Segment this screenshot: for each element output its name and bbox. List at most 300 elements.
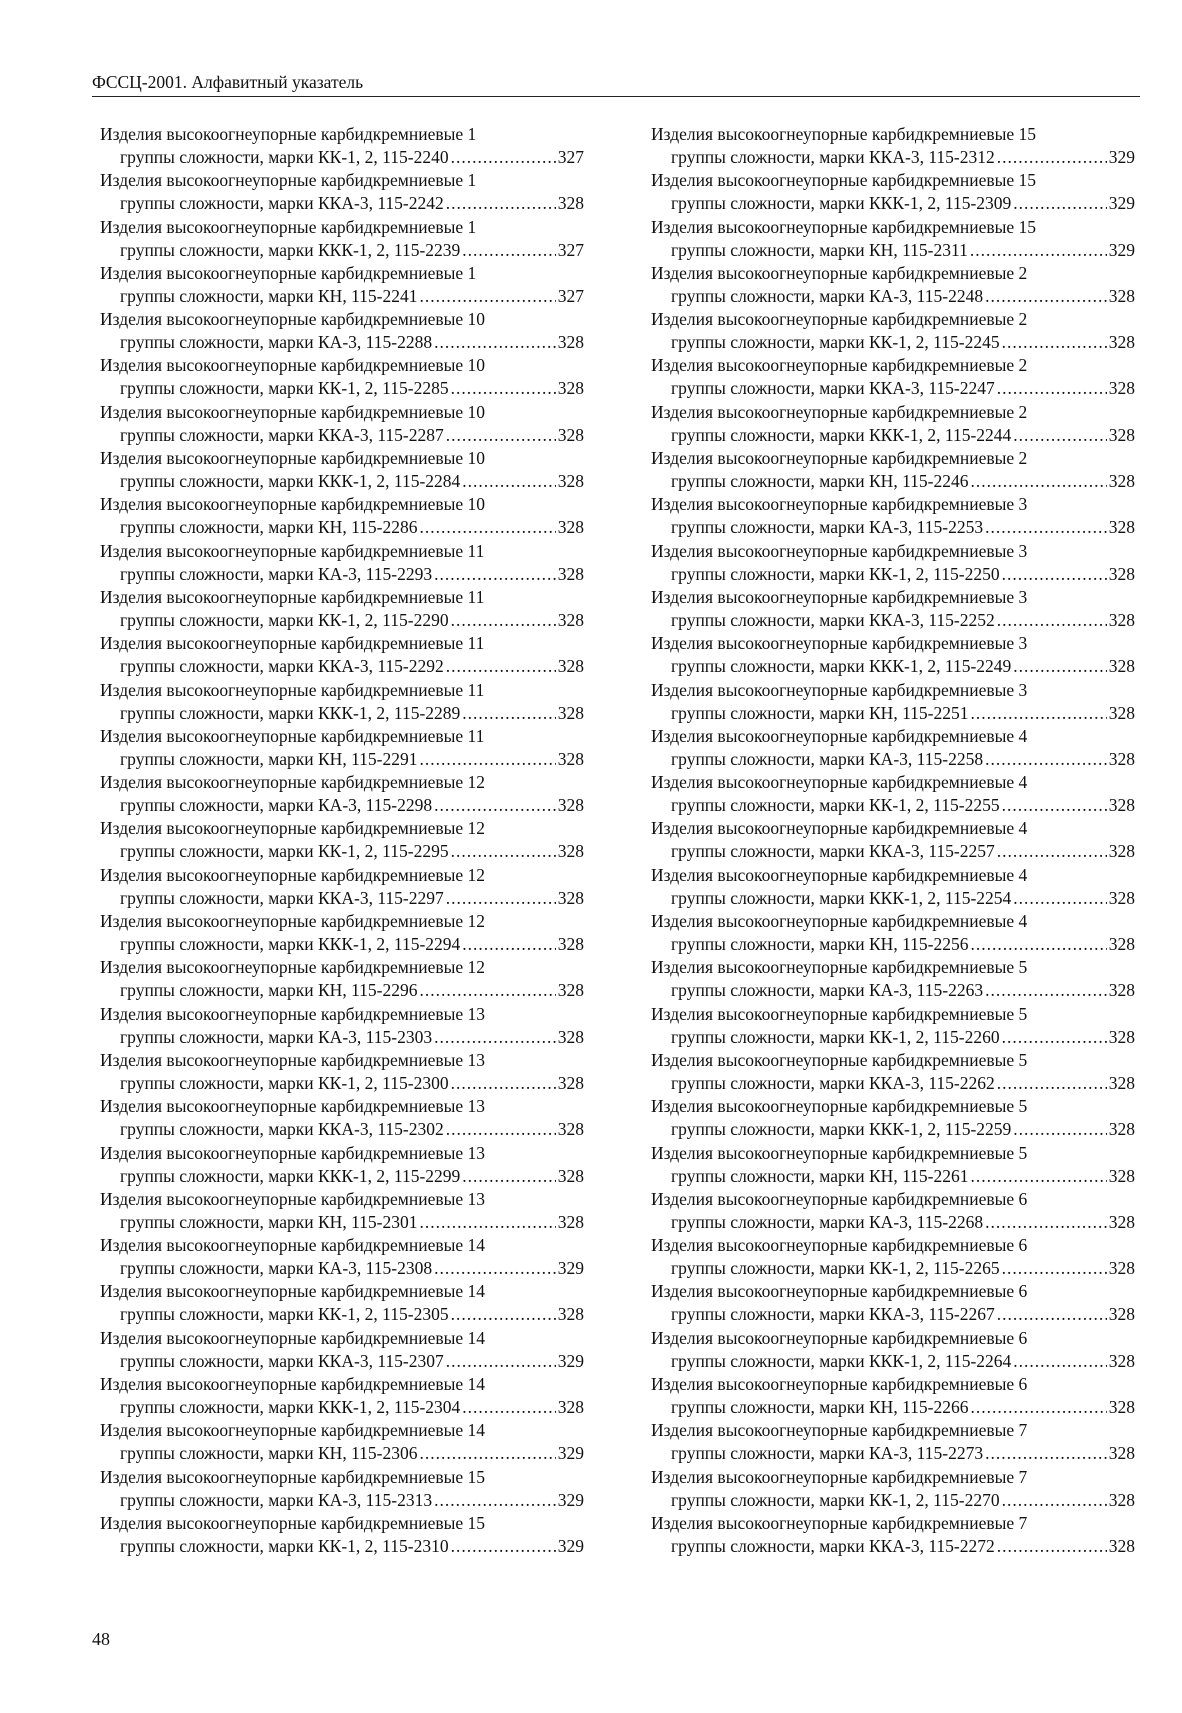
entry-page-number: 328 xyxy=(1108,609,1135,630)
entry-subtitle: группы сложности, марки КА-3, 115-2253 xyxy=(671,517,984,538)
index-entry xyxy=(651,540,1135,586)
entry-subtitle: группы сложности, марки ККА-3, 115-2312 xyxy=(671,147,995,167)
index-entry xyxy=(100,308,584,354)
entry-page-number: 328 xyxy=(1108,1304,1135,1325)
entry-subtitle: группы сложности, марки КК-1, 2, 115-2290 xyxy=(120,609,449,630)
entry-page-number: 328 xyxy=(1108,1119,1135,1140)
entry-page-number: 329 xyxy=(1108,147,1135,167)
entry-page-number: 328 xyxy=(1108,980,1135,1001)
index-entry xyxy=(100,1234,584,1280)
entry-page-number: 328 xyxy=(557,748,584,769)
entry-subtitle-line xyxy=(651,748,1135,771)
entry-subtitle: группы сложности, марки КА-3, 115-2303 xyxy=(120,1026,433,1047)
entry-title: Изделия высокоогнеупорные карбидкремниевые 4 xyxy=(651,818,1028,839)
entry-subtitle: группы сложности, марки ККА-3, 115-2252 xyxy=(671,609,995,630)
entry-subtitle-line xyxy=(100,887,584,910)
entry-subtitle-line xyxy=(100,1165,584,1188)
index-entry xyxy=(100,956,584,1002)
entry-subtitle: группы сложности, марки ККА-3, 115-2292 xyxy=(120,656,444,677)
entry-subtitle-line xyxy=(651,563,1135,586)
dot-leader xyxy=(451,840,556,863)
entry-page-number: 328 xyxy=(1108,1397,1135,1418)
entry-page-number: 328 xyxy=(1108,656,1135,677)
index-entry xyxy=(100,1095,584,1141)
entry-subtitle: группы сложности, марки КК-1, 2, 115-2240 xyxy=(120,147,449,167)
dot-leader xyxy=(446,887,556,910)
entry-page-number: 328 xyxy=(1108,934,1135,955)
entry-title: Изделия высокоогнеупорные карбидкремниевые 13 xyxy=(100,1096,486,1117)
entry-page-number: 328 xyxy=(1108,1489,1135,1510)
entry-title: Изделия высокоогнеупорные карбидкремниевые 1 xyxy=(100,262,477,283)
index-entry xyxy=(651,817,1135,863)
entry-page-number: 328 xyxy=(557,332,584,353)
index-column-left xyxy=(100,123,584,1558)
entry-subtitle-line xyxy=(100,609,584,632)
entry-page-number: 328 xyxy=(557,1119,584,1140)
entry-subtitle-line xyxy=(651,146,1135,169)
dot-leader xyxy=(434,1026,556,1049)
index-entry xyxy=(100,262,584,308)
entry-title: Изделия высокоогнеупорные карбидкремниевые 2 xyxy=(651,401,1028,422)
index-entry xyxy=(651,1466,1135,1512)
entry-page-number: 328 xyxy=(557,841,584,862)
entry-page-number: 328 xyxy=(1108,1535,1135,1556)
dot-leader xyxy=(1013,192,1106,215)
dot-leader xyxy=(971,933,1107,956)
dot-leader xyxy=(997,146,1107,169)
entry-subtitle-line xyxy=(651,933,1135,956)
entry-subtitle: группы сложности, марки КН, 115-2266 xyxy=(671,1397,969,1418)
dot-leader xyxy=(462,933,555,956)
index-entry xyxy=(651,1188,1135,1234)
index-entry xyxy=(100,1049,584,1095)
entry-subtitle-line xyxy=(100,1072,584,1095)
entry-subtitle: группы сложности, марки ККК-1, 2, 115-2299 xyxy=(120,1165,461,1186)
index-entry xyxy=(651,1512,1135,1558)
entry-title: Изделия высокоогнеупорные карбидкремниевые 15 xyxy=(100,1466,486,1487)
entry-subtitle-line xyxy=(100,1489,584,1512)
entry-page-number: 329 xyxy=(557,1258,584,1279)
entry-subtitle: группы сложности, марки КК-1, 2, 115-2295 xyxy=(120,841,449,862)
index-entry xyxy=(651,308,1135,354)
entry-subtitle-line xyxy=(100,840,584,863)
entry-subtitle-line xyxy=(651,1165,1135,1188)
entry-subtitle: группы сложности, марки КА-3, 115-2273 xyxy=(671,1443,984,1464)
index-entry xyxy=(100,910,584,956)
entry-subtitle: группы сложности, марки КА-3, 115-2308 xyxy=(120,1258,433,1279)
dot-leader xyxy=(1002,563,1107,586)
dot-leader xyxy=(434,1257,556,1280)
entry-subtitle: группы сложности, марки ККК-1, 2, 115-2249 xyxy=(671,656,1012,677)
entry-subtitle-line xyxy=(100,192,584,215)
entry-page-number: 328 xyxy=(557,609,584,630)
entry-subtitle-line xyxy=(651,192,1135,215)
entry-title: Изделия высокоогнеупорные карбидкремниевые 3 xyxy=(651,586,1028,607)
entry-subtitle: группы сложности, марки ККК-1, 2, 115-2309 xyxy=(671,193,1012,214)
dot-leader xyxy=(420,748,556,771)
entry-page-number: 328 xyxy=(1108,285,1135,306)
entry-subtitle: группы сложности, марки КК-1, 2, 115-2260 xyxy=(671,1026,1000,1047)
index-entry xyxy=(651,262,1135,308)
entry-title: Изделия высокоогнеупорные карбидкремниевые 3 xyxy=(651,679,1028,700)
entry-subtitle-line xyxy=(651,1211,1135,1234)
entry-title: Изделия высокоогнеупорные карбидкремниевые 6 xyxy=(651,1281,1028,1302)
index-entry xyxy=(651,1234,1135,1280)
index-entry xyxy=(651,1003,1135,1049)
dot-leader xyxy=(1002,1026,1107,1049)
entry-title: Изделия высокоогнеупорные карбидкремниевые 4 xyxy=(651,725,1028,746)
entry-page-number: 328 xyxy=(557,378,584,399)
dot-leader xyxy=(434,794,556,817)
entry-subtitle: группы сложности, марки КН, 115-2246 xyxy=(671,471,969,492)
index-entry xyxy=(100,1373,584,1419)
entry-title: Изделия высокоогнеупорные карбидкремниевые 3 xyxy=(651,633,1028,654)
entry-subtitle-line xyxy=(651,331,1135,354)
entry-subtitle-line xyxy=(100,1026,584,1049)
index-entry xyxy=(651,123,1135,169)
entry-title: Изделия высокоогнеупорные карбидкремниевые 12 xyxy=(100,864,486,885)
entry-subtitle: группы сложности, марки ККА-3, 115-2297 xyxy=(120,887,444,908)
entry-page-number: 328 xyxy=(557,934,584,955)
entry-subtitle-line xyxy=(651,424,1135,447)
entry-subtitle: группы сложности, марки КА-3, 115-2263 xyxy=(671,980,984,1001)
dot-leader xyxy=(462,1396,555,1419)
dot-leader xyxy=(434,1489,556,1512)
page-number: 48 xyxy=(92,1629,110,1649)
dot-leader xyxy=(1013,655,1106,678)
entry-subtitle-line xyxy=(651,609,1135,632)
entry-subtitle: группы сложности, марки ККА-3, 115-2247 xyxy=(671,378,995,399)
dot-leader xyxy=(997,1072,1107,1095)
entry-subtitle: группы сложности, марки КН, 115-2256 xyxy=(671,934,969,955)
entry-subtitle: группы сложности, марки ККК-1, 2, 115-2244 xyxy=(671,424,1012,445)
entry-subtitle-line xyxy=(100,702,584,725)
dot-leader xyxy=(997,840,1107,863)
entry-subtitle-line xyxy=(100,748,584,771)
dot-leader xyxy=(451,1303,556,1326)
dot-leader xyxy=(446,1350,556,1373)
entry-subtitle: группы сложности, марки КА-3, 115-2258 xyxy=(671,748,984,769)
dot-leader xyxy=(446,655,556,678)
entry-subtitle: группы сложности, марки КН, 115-2291 xyxy=(120,748,418,769)
entry-subtitle-line xyxy=(100,146,584,169)
entry-subtitle-line xyxy=(100,331,584,354)
index-entry xyxy=(651,1049,1135,1095)
entry-title: Изделия высокоогнеупорные карбидкремниевые 12 xyxy=(100,772,486,793)
dot-leader xyxy=(451,609,556,632)
entry-subtitle-line xyxy=(100,1118,584,1141)
entry-subtitle: группы сложности, марки КК-1, 2, 115-2255 xyxy=(671,795,1000,816)
entry-title: Изделия высокоогнеупорные карбидкремниевые 12 xyxy=(100,911,486,932)
entry-title: Изделия высокоогнеупорные карбидкремниевые 5 xyxy=(651,1003,1028,1024)
entry-subtitle-line xyxy=(100,239,584,262)
entry-subtitle: группы сложности, марки КН, 115-2296 xyxy=(120,980,418,1001)
entry-page-number: 328 xyxy=(1108,332,1135,353)
entry-title: Изделия высокоогнеупорные карбидкремниевые 2 xyxy=(651,262,1028,283)
entry-page-number: 327 xyxy=(557,285,584,306)
dot-leader xyxy=(451,146,556,169)
entry-subtitle-line xyxy=(100,1396,584,1419)
entry-title: Изделия высокоогнеупорные карбидкремниевые 10 xyxy=(100,448,486,469)
entry-subtitle: группы сложности, марки ККК-1, 2, 115-2289 xyxy=(120,702,461,723)
dot-leader xyxy=(462,239,555,262)
entry-title: Изделия высокоогнеупорные карбидкремниевые 11 xyxy=(100,679,485,700)
entry-page-number: 328 xyxy=(1108,471,1135,492)
entry-page-number: 329 xyxy=(557,1535,584,1556)
entry-title: Изделия высокоогнеупорные карбидкремниевые 6 xyxy=(651,1374,1028,1395)
entry-subtitle-line xyxy=(100,516,584,539)
dot-leader xyxy=(997,1303,1107,1326)
entry-subtitle-line xyxy=(100,1257,584,1280)
dot-leader xyxy=(462,470,555,493)
dot-leader xyxy=(420,1442,556,1465)
entry-subtitle: группы сложности, марки ККА-3, 115-2307 xyxy=(120,1350,444,1371)
dot-leader xyxy=(462,1165,555,1188)
dot-leader xyxy=(985,285,1107,308)
dot-leader xyxy=(1013,1118,1106,1141)
dot-leader xyxy=(451,1535,556,1558)
index-entry xyxy=(651,1280,1135,1326)
entry-subtitle: группы сложности, марки ККК-1, 2, 115-2284 xyxy=(120,471,461,492)
entry-subtitle: группы сложности, марки КК-1, 2, 115-2305 xyxy=(120,1304,449,1325)
index-entry xyxy=(651,169,1135,215)
entry-subtitle-line xyxy=(651,285,1135,308)
dot-leader xyxy=(1013,424,1106,447)
entry-page-number: 329 xyxy=(557,1489,584,1510)
index-entry xyxy=(100,679,584,725)
entry-subtitle: группы сложности, марки КА-3, 115-2313 xyxy=(120,1489,433,1510)
entry-title: Изделия высокоогнеупорные карбидкремниевые 14 xyxy=(100,1374,486,1395)
dot-leader xyxy=(985,979,1107,1002)
entry-subtitle-line xyxy=(651,1442,1135,1465)
entry-title: Изделия высокоогнеупорные карбидкремниевые 14 xyxy=(100,1281,486,1302)
entry-subtitle: группы сложности, марки ККК-1, 2, 115-2304 xyxy=(120,1397,461,1418)
entry-subtitle: группы сложности, марки ККА-3, 115-2272 xyxy=(671,1535,995,1556)
entry-page-number: 328 xyxy=(557,1165,584,1186)
entry-title: Изделия высокоогнеупорные карбидкремниевые 5 xyxy=(651,1142,1028,1163)
dot-leader xyxy=(446,424,556,447)
entry-subtitle-line xyxy=(651,840,1135,863)
page-header xyxy=(92,70,1140,97)
index-entry xyxy=(651,725,1135,771)
entry-subtitle: группы сложности, марки КК-1, 2, 115-2245 xyxy=(671,332,1000,353)
entry-title: Изделия высокоогнеупорные карбидкремниевые 11 xyxy=(100,725,485,746)
entry-subtitle-line xyxy=(651,516,1135,539)
entry-page-number: 329 xyxy=(557,1443,584,1464)
entry-subtitle-line xyxy=(100,1535,584,1558)
entry-title: Изделия высокоогнеупорные карбидкремниевые 4 xyxy=(651,864,1028,885)
entry-page-number: 327 xyxy=(557,239,584,260)
entry-page-number: 328 xyxy=(557,517,584,538)
entry-subtitle-line xyxy=(651,470,1135,493)
entry-title: Изделия высокоогнеупорные карбидкремниевые 4 xyxy=(651,772,1028,793)
entry-title: Изделия высокоогнеупорные карбидкремниевые 5 xyxy=(651,1096,1028,1117)
index-entry xyxy=(100,1512,584,1558)
index-entry xyxy=(651,1095,1135,1141)
entry-subtitle: группы сложности, марки КА-3, 115-2248 xyxy=(671,285,984,306)
entry-subtitle: группы сложности, марки ККК-1, 2, 115-2264 xyxy=(671,1350,1012,1371)
index-entry xyxy=(100,632,584,678)
entry-subtitle-line xyxy=(100,794,584,817)
entry-title: Изделия высокоогнеупорные карбидкремниевые 3 xyxy=(651,540,1028,561)
entry-title: Изделия высокоогнеупорные карбидкремниевые 10 xyxy=(100,309,486,330)
entry-subtitle: группы сложности, марки КК-1, 2, 115-2265 xyxy=(671,1258,1000,1279)
entry-page-number: 328 xyxy=(1108,378,1135,399)
entry-title: Изделия высокоогнеупорные карбидкремниевые 6 xyxy=(651,1188,1028,1209)
index-entry xyxy=(651,771,1135,817)
dot-leader xyxy=(971,702,1107,725)
entry-subtitle: группы сложности, марки КН, 115-2311 xyxy=(671,239,968,260)
entry-subtitle-line xyxy=(100,979,584,1002)
index-entry xyxy=(100,1280,584,1326)
entry-subtitle: группы сложности, марки КН, 115-2251 xyxy=(671,702,969,723)
entry-subtitle: группы сложности, марки ККА-3, 115-2267 xyxy=(671,1304,995,1325)
entry-subtitle-line xyxy=(651,239,1135,262)
entry-page-number: 328 xyxy=(1108,1443,1135,1464)
dot-leader xyxy=(1002,1257,1107,1280)
entry-page-number: 328 xyxy=(557,1397,584,1418)
entry-page-number: 328 xyxy=(1108,748,1135,769)
entry-page-number: 328 xyxy=(557,563,584,584)
header-title: ФССЦ-2001. Алфавитный указатель xyxy=(92,72,364,92)
entry-page-number: 328 xyxy=(1108,841,1135,862)
entry-subtitle-line xyxy=(651,1303,1135,1326)
entry-subtitle-line xyxy=(651,1489,1135,1512)
dot-leader xyxy=(462,702,555,725)
entry-page-number: 328 xyxy=(1108,1211,1135,1232)
entry-subtitle-line xyxy=(651,702,1135,725)
index-entry xyxy=(651,956,1135,1002)
index-entry xyxy=(100,1188,584,1234)
entry-title: Изделия высокоогнеупорные карбидкремниевые 1 xyxy=(100,170,477,191)
entry-subtitle: группы сложности, марки КА-3, 115-2288 xyxy=(120,332,433,353)
dot-leader xyxy=(985,1442,1107,1465)
dot-leader xyxy=(971,1396,1107,1419)
entry-page-number: 329 xyxy=(557,1350,584,1371)
index-entry xyxy=(651,1327,1135,1373)
index-entry xyxy=(100,401,584,447)
entry-title: Изделия высокоогнеупорные карбидкремниевые 7 xyxy=(651,1466,1028,1487)
entry-page-number: 328 xyxy=(1108,517,1135,538)
entry-title: Изделия высокоогнеупорные карбидкремниевые 11 xyxy=(100,540,485,561)
dot-leader xyxy=(997,609,1107,632)
entry-title: Изделия высокоогнеупорные карбидкремниевые 1 xyxy=(100,216,477,237)
entry-title: Изделия высокоогнеупорные карбидкремниевые 11 xyxy=(100,586,485,607)
entry-subtitle-line xyxy=(651,1072,1135,1095)
index-entry xyxy=(100,447,584,493)
entry-title: Изделия высокоогнеупорные карбидкремниевые 6 xyxy=(651,1327,1028,1348)
entry-title: Изделия высокоогнеупорные карбидкремниевые 15 xyxy=(651,124,1037,144)
entry-page-number: 328 xyxy=(557,424,584,445)
entry-title: Изделия высокоогнеупорные карбидкремниевые 2 xyxy=(651,355,1028,376)
index-entry xyxy=(100,540,584,586)
dot-leader xyxy=(451,1072,556,1095)
dot-leader xyxy=(985,516,1107,539)
entry-page-number: 328 xyxy=(1108,795,1135,816)
entry-title: Изделия высокоогнеупорные карбидкремниевые 2 xyxy=(651,309,1028,330)
index-entry xyxy=(100,725,584,771)
entry-subtitle: группы сложности, марки ККА-3, 115-2262 xyxy=(671,1072,995,1093)
entry-subtitle-line xyxy=(100,655,584,678)
entry-page-number: 328 xyxy=(1108,1165,1135,1186)
index-entry xyxy=(100,864,584,910)
entry-subtitle: группы сложности, марки ККК-1, 2, 115-2259 xyxy=(671,1119,1012,1140)
entry-page-number: 328 xyxy=(1108,702,1135,723)
entry-page-number: 328 xyxy=(557,193,584,214)
entry-title: Изделия высокоогнеупорные карбидкремниевые 15 xyxy=(651,216,1037,237)
entry-subtitle-line xyxy=(651,1257,1135,1280)
dot-leader xyxy=(985,1211,1107,1234)
index-entry xyxy=(100,216,584,262)
index-entry xyxy=(651,1142,1135,1188)
entry-subtitle: группы сложности, марки ККК-1, 2, 115-2254 xyxy=(671,887,1012,908)
entry-subtitle-line xyxy=(651,655,1135,678)
dot-leader xyxy=(1013,887,1106,910)
index-entry xyxy=(651,864,1135,910)
index-entry xyxy=(100,771,584,817)
entry-title: Изделия высокоогнеупорные карбидкремниевые 13 xyxy=(100,1003,486,1024)
index-entry xyxy=(100,817,584,863)
entry-title: Изделия высокоогнеупорные карбидкремниевые 10 xyxy=(100,494,486,515)
index-entry xyxy=(100,169,584,215)
entry-title: Изделия высокоогнеупорные карбидкремниевые 6 xyxy=(651,1235,1028,1256)
entry-title: Изделия высокоогнеупорные карбидкремниевые 7 xyxy=(651,1512,1028,1533)
dot-leader xyxy=(1002,794,1107,817)
dot-leader xyxy=(446,192,556,215)
entry-page-number: 328 xyxy=(557,1211,584,1232)
entry-subtitle-line xyxy=(100,1442,584,1465)
entry-title: Изделия высокоогнеупорные карбидкремниевые 7 xyxy=(651,1420,1028,1441)
entry-subtitle-line xyxy=(651,1350,1135,1373)
index-entry xyxy=(100,1419,584,1465)
entry-subtitle: группы сложности, марки КА-3, 115-2298 xyxy=(120,795,433,816)
entry-page-number: 328 xyxy=(557,1072,584,1093)
index-entry xyxy=(651,216,1135,262)
dot-leader xyxy=(446,1118,556,1141)
entry-subtitle: группы сложности, марки ККА-3, 115-2287 xyxy=(120,424,444,445)
entry-subtitle: группы сложности, марки КН, 115-2241 xyxy=(120,285,418,306)
entry-page-number: 328 xyxy=(557,1304,584,1325)
index-entry xyxy=(100,586,584,632)
dot-leader xyxy=(451,377,556,400)
index-entry xyxy=(651,401,1135,447)
index-entry xyxy=(651,679,1135,725)
entry-title: Изделия высокоогнеупорные карбидкремниевые 14 xyxy=(100,1420,486,1441)
index-entry xyxy=(100,354,584,400)
entry-title: Изделия высокоогнеупорные карбидкремниевые 10 xyxy=(100,401,486,422)
index-entry xyxy=(651,1419,1135,1465)
dot-leader xyxy=(971,470,1107,493)
index-entry xyxy=(651,1373,1135,1419)
entry-subtitle-line xyxy=(651,377,1135,400)
entry-subtitle-line xyxy=(651,1535,1135,1558)
entry-page-number: 328 xyxy=(1108,1258,1135,1279)
entry-page-number: 328 xyxy=(1108,1072,1135,1093)
entry-title: Изделия высокоогнеупорные карбидкремниевые 10 xyxy=(100,355,486,376)
dot-leader xyxy=(420,285,556,308)
entry-page-number: 328 xyxy=(1108,563,1135,584)
entry-subtitle: группы сложности, марки КК-1, 2, 115-2250 xyxy=(671,563,1000,584)
index-entry xyxy=(100,1142,584,1188)
dot-leader xyxy=(434,563,556,586)
dot-leader xyxy=(420,1211,556,1234)
entry-page-number: 329 xyxy=(1108,193,1135,214)
dot-leader xyxy=(1002,331,1107,354)
entry-page-number: 328 xyxy=(557,795,584,816)
entry-title: Изделия высокоогнеупорные карбидкремниевые 3 xyxy=(651,494,1028,515)
entry-subtitle: группы сложности, марки ККК-1, 2, 115-2294 xyxy=(120,934,461,955)
entry-subtitle: группы сложности, марки ККА-3, 115-2302 xyxy=(120,1119,444,1140)
